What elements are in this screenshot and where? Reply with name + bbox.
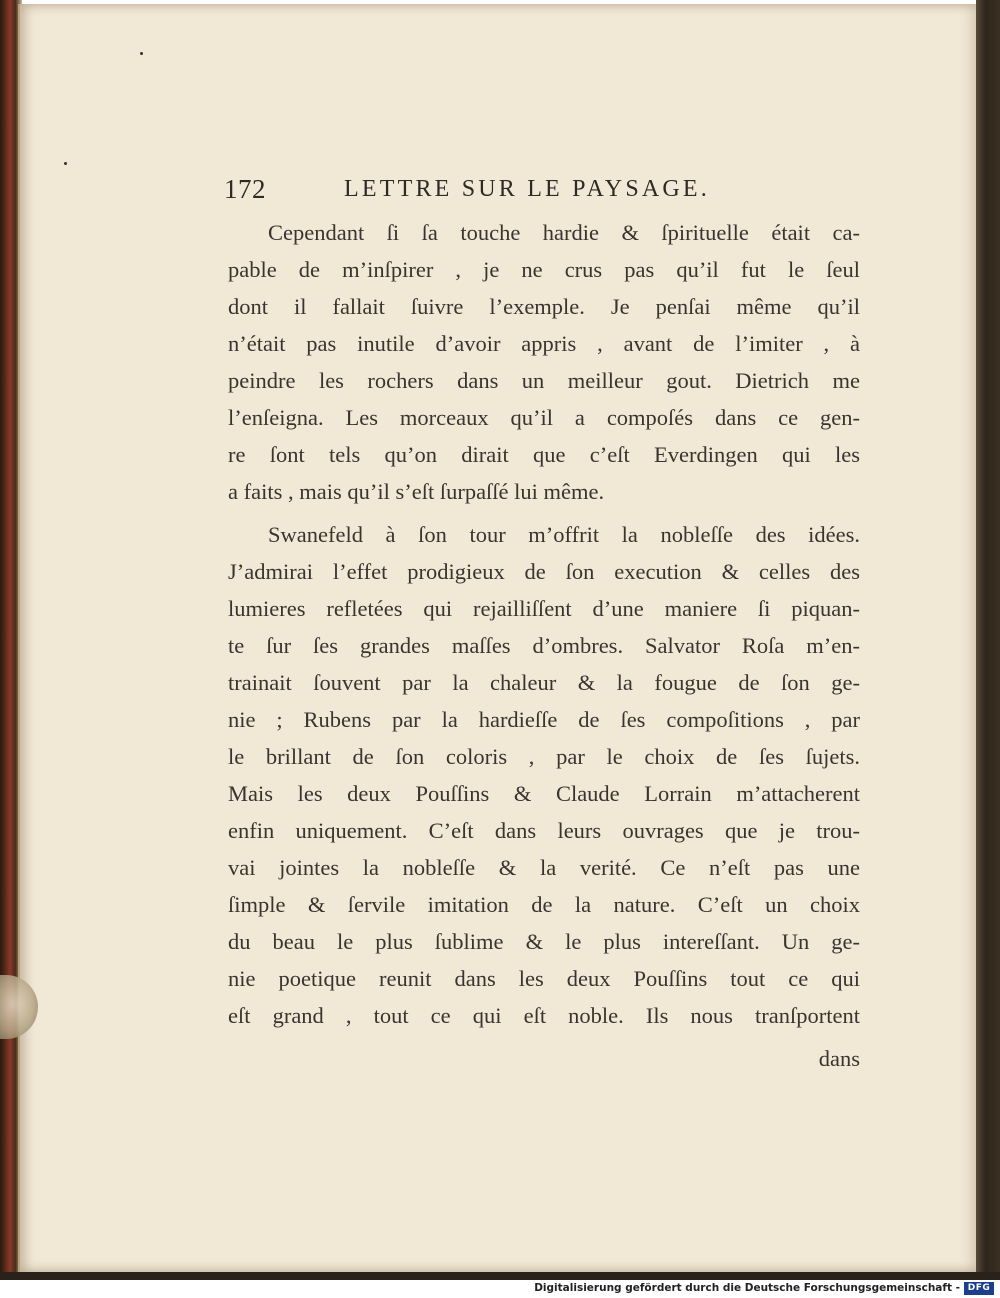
- text-line: du beau le plus ſublime & le plus intereſſant. Un ge-: [228, 929, 860, 954]
- paper-speck: [64, 162, 67, 165]
- text-line: pable de m’inſpirer , je ne crus pas qu’il fut le ſeul: [228, 257, 860, 282]
- page-header: [224, 174, 864, 210]
- text-line: nie ; Rubens par la hardieſſe de ſes compoſitions , par: [228, 707, 860, 732]
- paper-speck: [140, 52, 143, 55]
- funding-credit: Digitalisierung gefördert durch die Deutsche Forschungsgemeinschaft -: [534, 1282, 960, 1294]
- text-line: l’enſeigna. Les morceaux qu’il a compoſés dans ce gen-: [228, 405, 860, 430]
- page-right-edge: [976, 0, 1000, 1275]
- catchword: dans: [818, 1046, 860, 1071]
- text-line: dont il fallait ſuivre l’exemple. Je penſai même qu’il: [228, 294, 860, 319]
- text-line: enfin uniquement. C’eſt dans leurs ouvrages que je trou-: [228, 818, 860, 843]
- text-line: Cependant ſi ſa touche hardie & ſpirituelle était ca-: [268, 220, 860, 245]
- text-line: eſt grand , tout ce qui eſt noble. Ils nous tranſportent: [228, 1003, 860, 1028]
- text-line: a faits , mais qu’il s’eſt ſurpaſſé lui même.: [228, 479, 605, 504]
- text-line: le brillant de ſon coloris , par le choix de ſes ſujets.: [228, 744, 860, 769]
- text-line: trainait ſouvent par la chaleur & la fougue de ſon ge-: [228, 670, 860, 695]
- text-line: J’admirai l’effet prodigieux de ſon execution & celles des: [228, 559, 860, 584]
- text-line: te ſur ſes grandes maſſes d’ombres. Salvator Roſa m’en-: [228, 633, 860, 658]
- running-title: LETTRE SUR LE PAYSAGE.: [344, 176, 710, 202]
- text-line: lumieres refletées qui rejailliſſent d’une maniere ſi piquan-: [228, 596, 860, 621]
- dfg-logo: DFG: [964, 1282, 994, 1295]
- text-line: Swanefeld à ſon tour m’offrit la nobleſſe des idées.: [268, 522, 860, 547]
- text-line: ſimple & ſervile imitation de la nature. C’eſt un choix: [228, 892, 860, 917]
- digitization-footer: [0, 1280, 1000, 1298]
- page-bottom-edge: [0, 1272, 1000, 1280]
- text-line: n’était pas inutile d’avoir appris , avant de l’imiter , à: [228, 331, 860, 356]
- page-number: 172: [224, 174, 266, 204]
- text-line: re ſont tels qu’on dirait que c’eſt Everdingen qui les: [228, 442, 860, 467]
- text-line: peindre les rochers dans un meilleur gout. Dietrich me: [228, 368, 860, 393]
- text-line: nie poetique reunit dans les deux Pouſſins tout ce qui: [228, 966, 860, 991]
- text-line: Mais les deux Pouſſins & Claude Lorrain m’attacherent: [228, 781, 860, 806]
- text-line: vai jointes la nobleſſe & la verité. Ce n’eſt pas une: [228, 855, 860, 880]
